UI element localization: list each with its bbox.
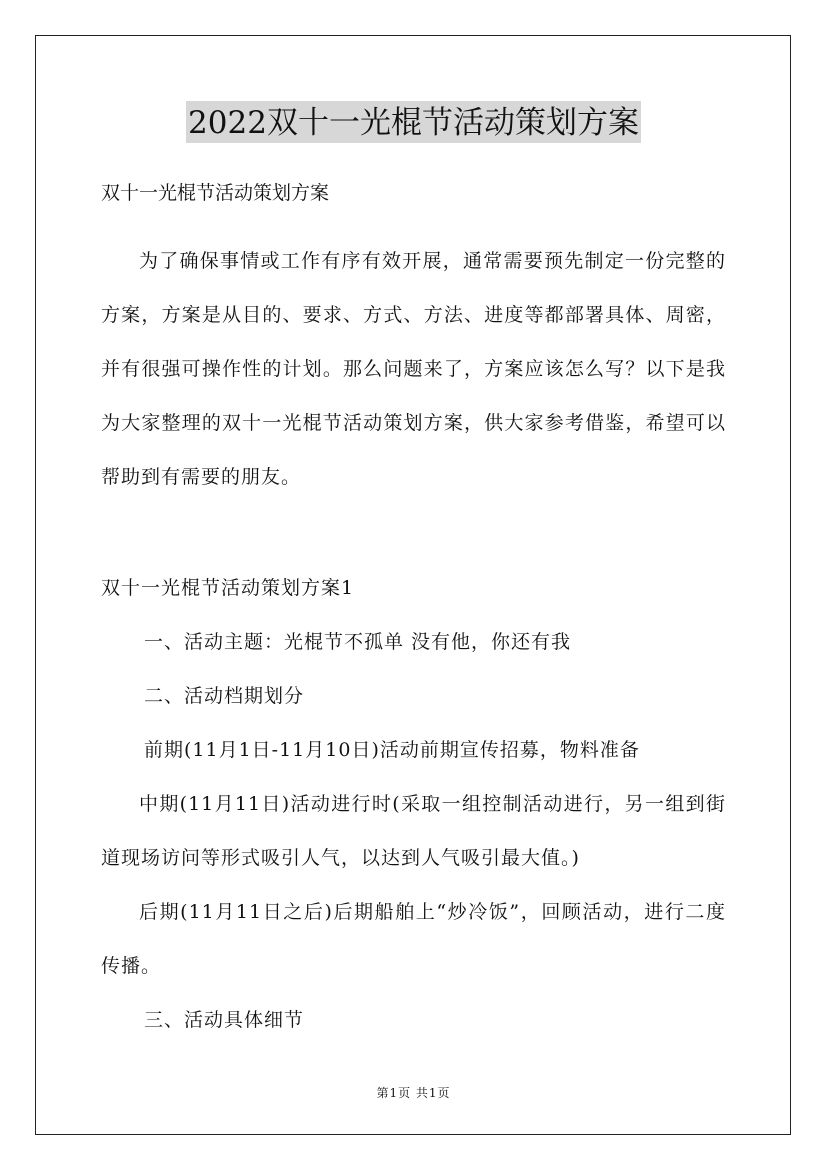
- section-title: 双十一光棍节活动策划方案1: [101, 577, 355, 599]
- item-theme: 一、活动主题：光棍节不孤单 没有他，你还有我: [144, 631, 572, 653]
- item-middle-phase: 中期(11月11日)活动进行时(采取一组控制活动进行，另一组到街道现场访问等形式吸引人气，以达到人气吸引最大值。): [101, 793, 726, 869]
- document-body: [101, 178, 726, 1047]
- item-early-phase: 前期(11月1日-11月10日)活动前期宣传招募，物料准备: [144, 739, 640, 761]
- paragraph-gap: [101, 504, 726, 561]
- item-schedule-heading: 二、活动档期划分: [144, 685, 305, 707]
- document-title: 2022双十一光棍节活动策划方案: [186, 101, 641, 143]
- item-late-phase: 后期(11月11日之后)后期船舶上“炒冷饭”，回顾活动，进行二度传播。: [101, 901, 726, 977]
- intro-paragraph: 为了确保事情或工作有序有效开展，通常需要预先制定一份完整的方案，方案是从目的、要求、方式、方法、进度等都部署具体、周密，并有很强可操作性的计划。那么问题来了，方案应该怎么写？以下是我为大家整理的双十一光棍节活动策划方案，供大家参考借鉴，希望可以帮助到有需要的朋友。: [101, 250, 726, 488]
- page-footer: 第1页 共1页: [376, 1086, 451, 1100]
- item-details-heading: 三、活动具体细节: [144, 1009, 305, 1031]
- document-subtitle: 双十一光棍节活动策划方案: [101, 182, 330, 204]
- title-block: [0, 101, 827, 143]
